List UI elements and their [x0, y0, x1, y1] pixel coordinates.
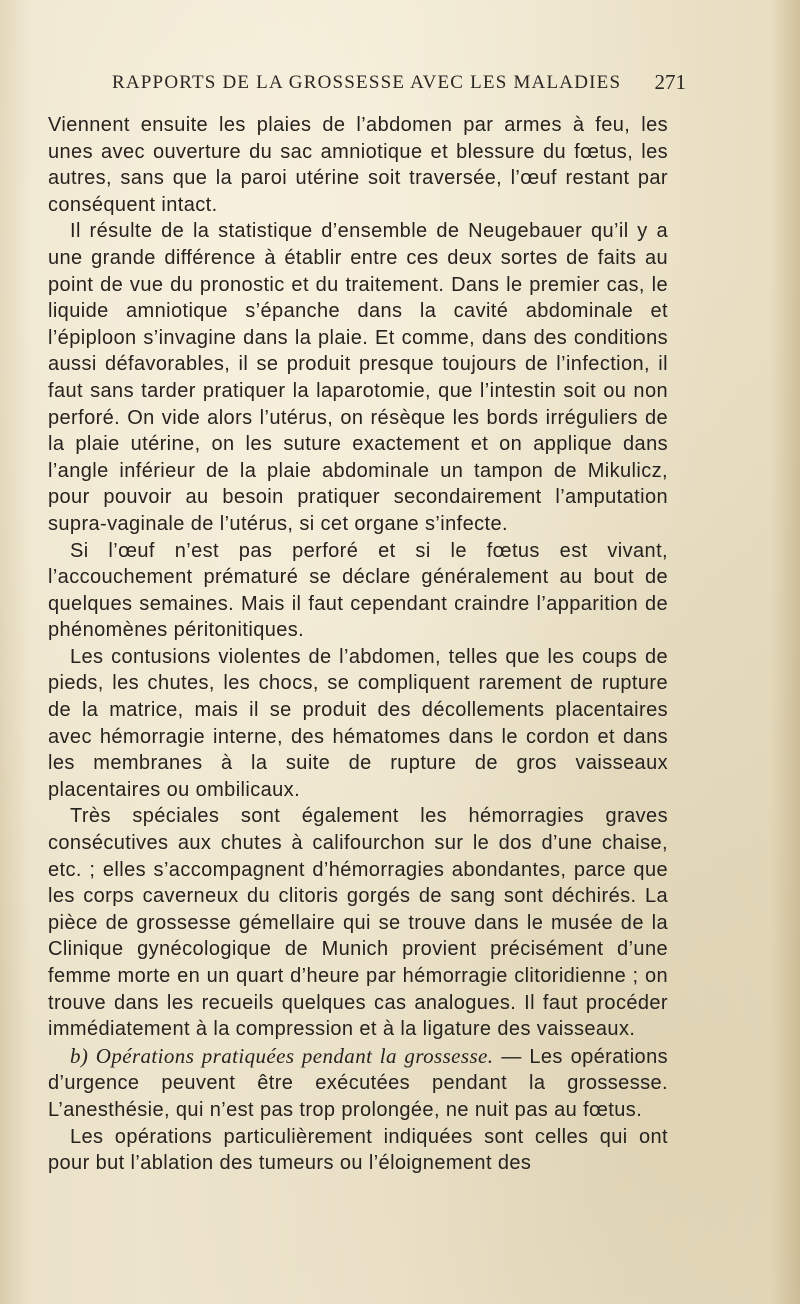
running-title: RAPPORTS DE LA GROSSESSE AVEC LES MALADIES	[112, 72, 622, 93]
paragraph-3: Si l’œuf n’est pas perforé et si le fœtus est vivant, l’accouchement prématuré se déclare généralement au bout de quelques semaines. Mais il faut cependant craindre l’apparition de phénomènes péritonitiques.	[48, 539, 668, 642]
paragraph-5: Très spéciales sont également les hémorragies graves consécutives aux chutes à califourchon sur le dos d’une chaise, etc. ; elles s’accompagnent d’hémorragies abondantes, parce que les corps caverneux du clitoris gorgés de sang sont déchirés. La pièce de grossesse gémellaire qui se trouve dans le musée de la Clinique gynécologique de Munich provient précisément d’une femme morte en un quart d’heure par hémorragie clitoridienne ; on trouve dans les recueils quelques cas analogues. Il faut procéder immédiatement à la compression et à la ligature des vaisseaux.	[48, 805, 668, 1041]
paragraph-1: Viennent ensuite les plaies de l’abdomen par armes à feu, les unes avec ouverture du sac amniotique et blessure du fœtus, les autres, sans que la paroi utérine soit traversée, l’œuf restant par conséquent intact.	[48, 114, 668, 216]
paragraph-4: Les contusions violentes de l’abdomen, telles que les coups de pieds, les chutes, les chocs, se compliquent rarement de rupture de la matrice, mais il se produit des décollements placentaires avec hémorragie interne, des hématomes dans le cordon et dans les membranes à la suite de rupture de gros vaisseaux placentaires ou ombilicaux.	[48, 645, 668, 801]
paragraph-6-text: — Les opérations d’urgence peuvent être exécutées pendant la grossesse. L’anesthésie, qui n’est pas trop prolongée, ne nuit pas au fœtus.	[48, 1045, 668, 1121]
page-header	[100, 68, 686, 102]
page-number: 271	[654, 70, 686, 94]
paragraph-6	[48, 1043, 668, 1124]
section-heading: b) Opérations pratiquées pendant la grossesse.	[70, 1043, 494, 1068]
paragraph-7: Les opérations particulièrement indiquées sont celles qui ont pour but l’ablation des tumeurs ou l’éloignement des	[48, 1125, 668, 1175]
body-text	[48, 112, 668, 1177]
paragraph-2: Il résulte de la statistique d’ensemble de Neugebauer qu’il y a une grande différence à établir entre ces deux sortes de faits au point de vue du pronostic et du traitement. Dans le premier cas, le liquide amniotique s’épanche dans la cavité abdominale et l’épiploon s’invagine dans la plaie. Et comme, dans des conditions aussi défavorables, il se produit presque toujours de l’infection, il faut sans tarder pratiquer la laparotomie, que l’intestin soit ou non perforé. On vide alors l’utérus, on résèque les bords irréguliers de la plaie utérine, on les suture exactement et on applique dans l’angle inférieur de la plaie abdominale un tampon de Mikulicz, pour pouvoir au besoin pratiquer secondairement l’amputation supra-vaginale de l’utérus, si cet organe s’infecte.	[48, 220, 668, 535]
